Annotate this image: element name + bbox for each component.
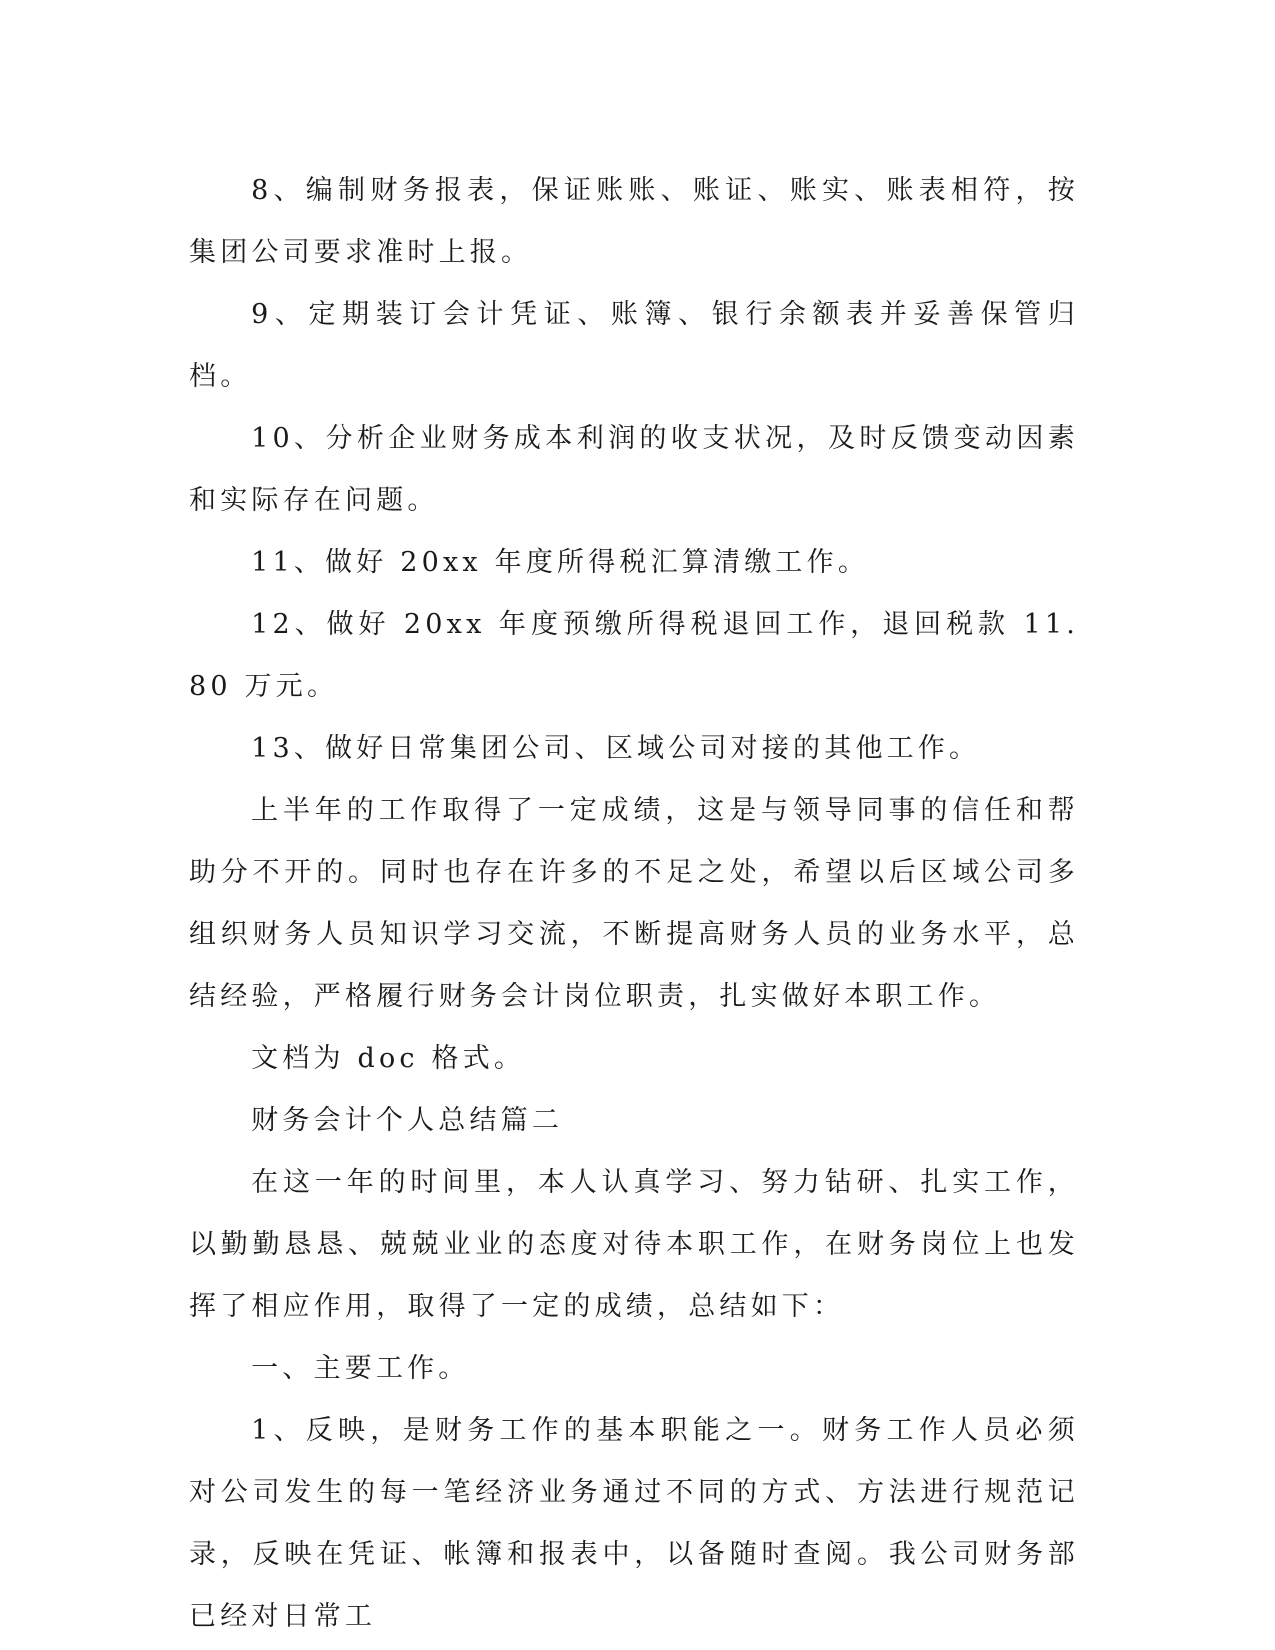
paragraph-item-1: 1、反映，是财务工作的基本职能之一。财务工作人员必须对公司发生的每一笔经济业务通过不同的方式、方法进行规范记录，反映在凭证、帐簿和报表中，以备随时查阅。我公司财务部已经对日常工	[189, 1415, 1079, 1632]
paragraph-item-10: 10、分析企业财务成本利润的收支状况，及时反馈变动因素和实际存在问题。	[189, 423, 1079, 516]
document-body	[189, 160, 1079, 1648]
section-heading: 财务会计个人总结篇二	[251, 1105, 564, 1136]
paragraph-item-13: 13、做好日常集团公司、区域公司对接的其他工作。	[251, 733, 981, 764]
paragraph-intro: 在这一年的时间里，本人认真学习、努力钻研、扎实工作，以勤勤恳恳、兢兢业业的态度对待本职工作，在财务岗位上也发挥了相应作用，取得了一定的成绩，总结如下：	[189, 1167, 1079, 1322]
subheading-main-work: 一、主要工作。	[251, 1353, 470, 1384]
paragraph-summary: 上半年的工作取得了一定成绩，这是与领导同事的信任和帮助分不开的。同时也存在许多的不足之处，希望以后区域公司多组织财务人员知识学习交流，不断提高财务人员的业务水平，总结经验，严格履行财务会计岗位职责，扎实做好本职工作。	[189, 795, 1079, 1012]
paragraph-item-9: 9、定期装订会计凭证、账簿、银行余额表并妥善保管归档。	[189, 299, 1079, 392]
paragraph-item-8: 8、编制财务报表，保证账账、账证、账实、账表相符，按集团公司要求准时上报。	[189, 175, 1079, 268]
paragraph-item-11: 11、做好 20xx 年度所得税汇算清缴工作。	[251, 547, 870, 578]
paragraph-format-note: 文档为 doc 格式。	[251, 1043, 526, 1074]
paragraph-item-12: 12、做好 20xx 年度预缴所得税退回工作，退回税款 11.80 万元。	[189, 609, 1079, 702]
